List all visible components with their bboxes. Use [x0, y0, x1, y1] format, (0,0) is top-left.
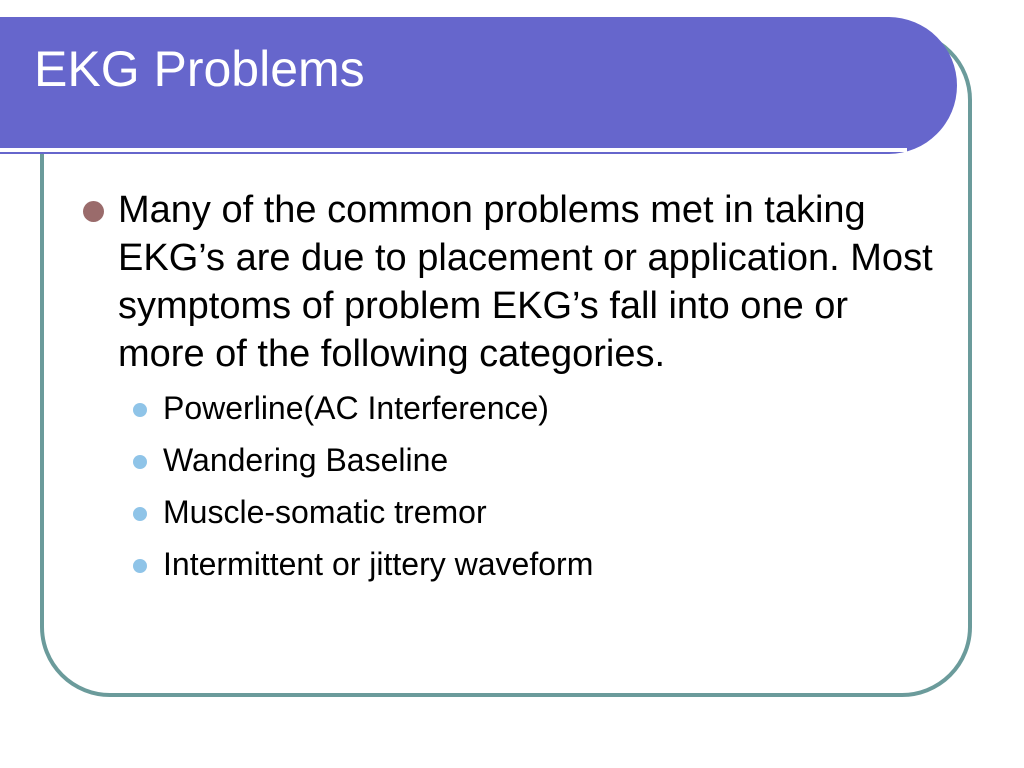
sub-bullet-dot-icon — [133, 455, 147, 469]
sub-bullet — [131, 382, 933, 434]
sub-bullet-text: Intermittent or jittery waveform — [163, 546, 594, 582]
slide-body — [83, 186, 933, 590]
sub-bullet-text: Powerline(AC Interference) — [163, 390, 549, 426]
main-bullet-text: Many of the common problems met in taking EKG’s are due to placement or application. Most symptoms of problem EKG’s fall into one or more of the following categories. — [118, 189, 933, 375]
main-bullet — [83, 186, 933, 378]
sub-bullet — [131, 538, 933, 590]
sub-bullet-dot-icon — [133, 559, 147, 573]
sub-bullet-text: Muscle-somatic tremor — [163, 494, 487, 530]
title-underline — [0, 148, 907, 152]
bullet-dot-icon — [83, 201, 104, 222]
sub-bullet-dot-icon — [133, 507, 147, 521]
sub-bullet-text: Wandering Baseline — [163, 442, 449, 478]
sub-bullet-list — [83, 382, 933, 590]
sub-bullet — [131, 486, 933, 538]
slide-title: EKG Problems — [34, 41, 365, 97]
sub-bullet — [131, 434, 933, 486]
sub-bullet-dot-icon — [133, 403, 147, 417]
